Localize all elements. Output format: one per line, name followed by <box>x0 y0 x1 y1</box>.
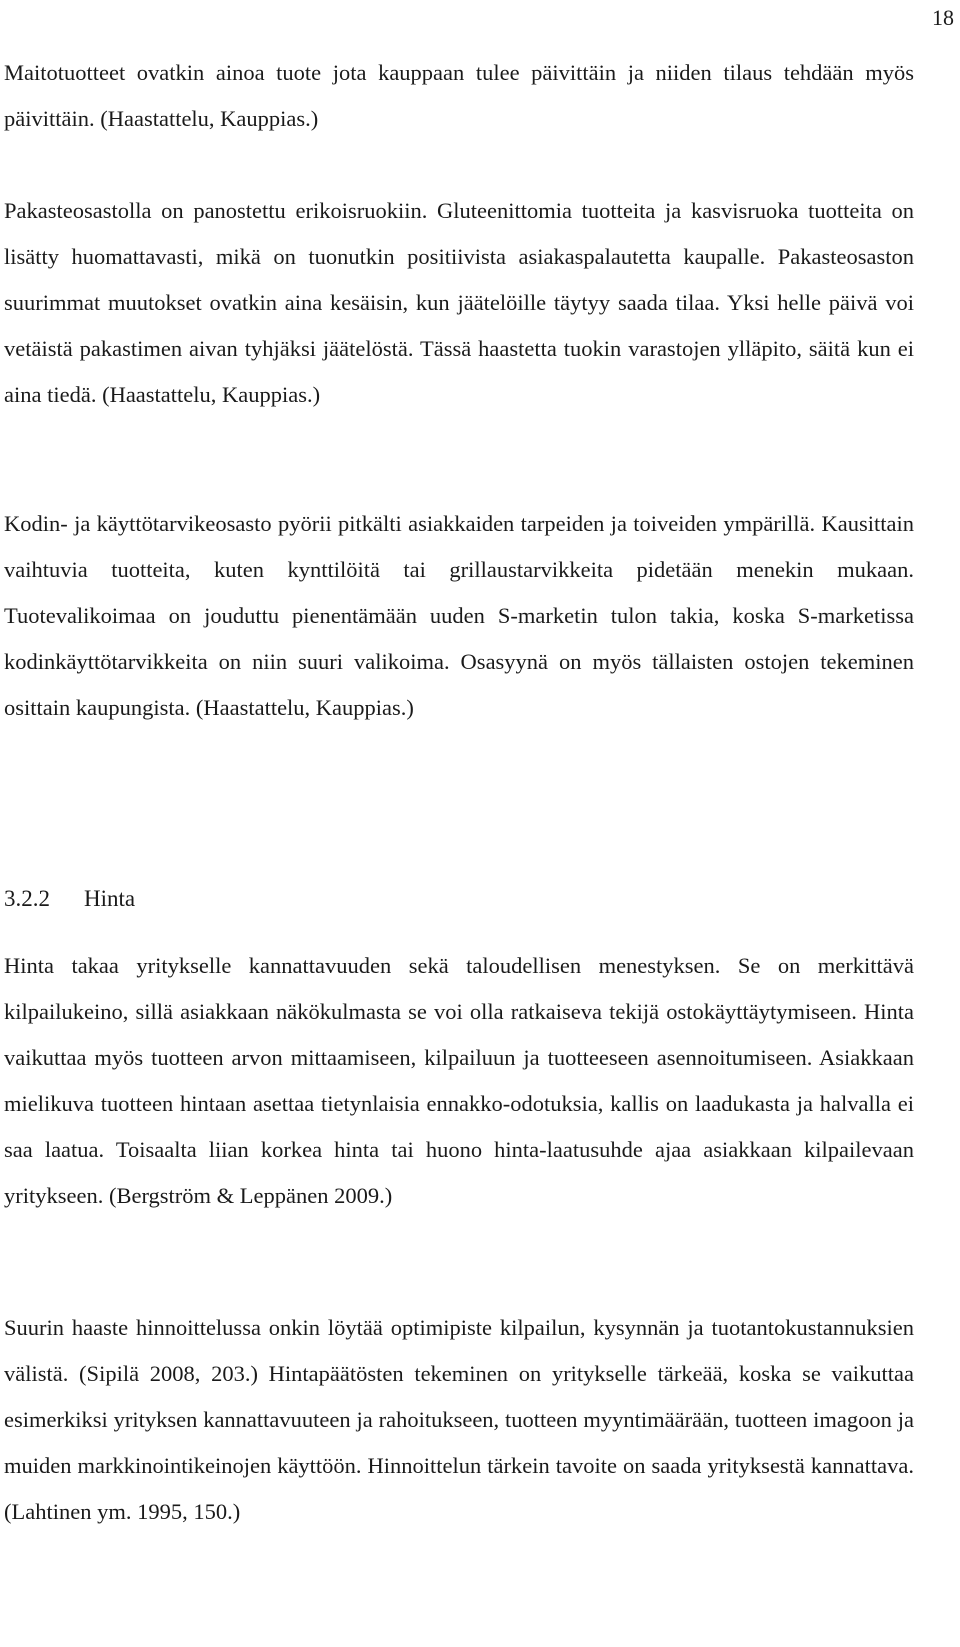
paragraph-pricing-challenge: Suurin haaste hinnoittelussa onkin löytää optimipiste kilpailun, kysynnän ja tuotantokustannuksien välistä. (Sipilä 2008, 203.) Hintapäätösten tekeminen on yritykselle tärkeää, koska se vaikuttaa esimerkiksi yrityksen kannattavuuteen ja rahoitukseen, tuotteen myyntimäärään, tuotteen imagoon ja muiden markkinointikeinojen käyttöön. Hinnoittelun tärkein tavoite on saada yrityksestä kannattava. (Lahtinen ym. 1995, 150.) <box>4 1315 914 1524</box>
paragraph-household-department: Kodin- ja käyttötarvikeosasto pyörii pitkälti asiakkaiden tarpeiden ja toiveiden ympärillä. Kausittain vaihtuvia tuotteita, kuten kynttilöitä tai grillaustarvikkeita pidetään menekin mukaan. Tuotevalikoimaa on jouduttu pienentämään uuden S-marketin tulon takia, koska S-marketissa kodinkäyttötarvikkeita on niin suuri valikoima. Osasyynä on myös tällaisten ostojen tekeminen osittain kaupungista. (Haastattelu, Kauppias.) <box>4 511 914 720</box>
section-heading <box>4 876 135 922</box>
section-number: 3.2.2 <box>4 886 50 911</box>
paragraph-dairy-products: Maitotuotteet ovatkin ainoa tuote jota kauppaan tulee päivittäin ja niiden tilaus tehdään myös päivittäin. (Haastattelu, Kauppias.) <box>4 60 914 131</box>
paragraph-frozen-department: Pakasteosastolla on panostettu erikoisruokiin. Gluteenittomia tuotteita ja kasvisruoka tuotteita on lisätty huomattavasti, mikä on tuonutkin positiivista asiakaspalautetta kaupalle. Pakasteosaston suurimmat muutokset ovatkin aina kesäisin, kun jäätelöille täytyy saada tilaa. Yksi helle päivä voi vetäistä pakastimen aivan tyhjäksi jäätelöstä. Tässä haastetta tuokin varastojen ylläpito, säitä kun ei aina tiedä. (Haastattelu, Kauppias.) <box>4 198 914 407</box>
page-number: 18 <box>932 5 954 30</box>
paragraph-price-definition: Hinta takaa yritykselle kannattavuuden sekä taloudellisen menestyksen. Se on merkittävä kilpailukeino, sillä asiakkaan näkökulmasta se voi olla ratkaiseva tekijä ostokäyttäytymiseen. Hinta vaikuttaa myös tuotteen arvon mittaamiseen, kilpailuun ja tuotteeseen asennoitumiseen. Asiakkaan mielikuva tuotteen hintaan asettaa tietynlaisia ennakko-odotuksia, kallis on laadukasta ja halvalla ei saa laatua. Toisaalta liian korkea hinta tai huono hinta-laatusuhde ajaa asiakkaan kilpailevaan yritykseen. (Bergström & Leppänen 2009.) <box>4 953 914 1208</box>
section-title: Hinta <box>84 886 136 911</box>
